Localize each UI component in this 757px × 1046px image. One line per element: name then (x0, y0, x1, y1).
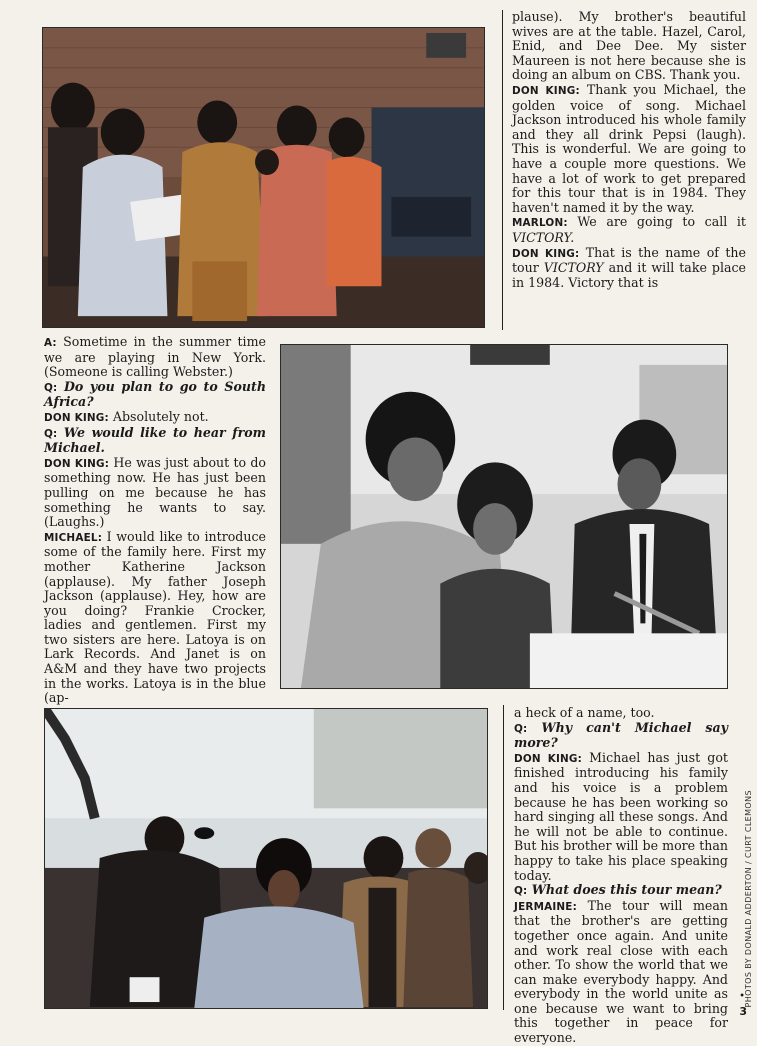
text-column-left-middle (44, 335, 266, 706)
speech-text: I would like to introduce some of the family here. First my mother Katherine Jackson (applause). My father Joseph Jackson (applause). Hey, how are you doing? Frankie Crocker, ladies and gentlemen. First my two sisters are here. Latoya is on Lark Records. And Janet is on A&M and they have two projects in the works. Latoya is in the blue (ap- (44, 528, 266, 706)
paragraph (44, 410, 266, 426)
photo-credit: PHOTOS BY DONALD ADDERTON / CURT CLEMONS (744, 790, 753, 1008)
paragraph (512, 215, 746, 245)
tour-name: VICTORY. (512, 229, 575, 245)
question-text: Do you plan to go to South Africa? (44, 378, 266, 410)
question-text: What does this tour mean? (527, 882, 722, 898)
speaker-label: MICHAEL: (44, 531, 103, 544)
paragraph (44, 426, 266, 456)
paragraph (512, 246, 746, 291)
question-text: We would like to hear from Michael. (44, 424, 266, 456)
speaker-label: A: (44, 337, 57, 349)
speaker-label: MARLON: (512, 217, 568, 230)
speaker-label: DON KING: (44, 457, 110, 470)
end-bullet: • (739, 991, 745, 1002)
question-text: Why can't Michael say more? (514, 719, 728, 751)
paragraph (512, 83, 746, 215)
speech-text: and it will take place in 1984. Victory that is (512, 260, 747, 290)
speech-text: Thank you Michael, the golden voice of song. Michael Jackson introduced his whole family and they all drink Pepsi (laugh). This is wonderful. We are going to have a couple more questions. We have a lot of work to get prepared for this tour that is in 1984. They haven't named it by the way. (512, 81, 746, 215)
speaker-label: DON KING: (512, 247, 580, 260)
speech-text: That is the name of the tour (512, 244, 746, 276)
speaker-label: JERMAINE: (514, 900, 577, 913)
speaker-label: Q: (514, 722, 528, 735)
speech-text: The tour will mean that the brother's are getting together once again. And unite and work real close with each other. To show the world that we can make everybody happy. And everybody in the world unite as one because we want to bring this together in peace for everyone. (514, 897, 728, 1046)
speech-text: Michael has just got finished introducing his family and his voice is a problem because he has been working so hard singing all these songs. And he will not be able to continue. But his brother will be more than happy to take his place speaking today. (514, 749, 728, 883)
paragraph (514, 751, 728, 883)
photo-crowd-wave (44, 708, 488, 1009)
speech-text: Absolutely not. (108, 408, 209, 424)
paragraph: a heck of a name, too. (514, 705, 655, 720)
speaker-label: Q: (44, 381, 58, 394)
speech-text: Sometime in the summer time we are playing in New York. (Someone is calling Webster.) (44, 334, 266, 380)
speaker-label: DON KING: (514, 752, 583, 765)
speaker-label: DON KING: (44, 411, 109, 424)
page-number: 3 (739, 1005, 747, 1018)
speaker-label: Q: (514, 885, 528, 898)
text-column-bottom-right (514, 706, 728, 1046)
paragraph (44, 335, 266, 380)
paragraph (44, 380, 266, 410)
paragraph (44, 456, 266, 530)
column-rule-top (502, 10, 503, 330)
speech-text: We are going to call it (567, 214, 746, 230)
paragraph (514, 883, 728, 899)
text-column-top-right (512, 10, 746, 290)
speaker-label: DON KING: (512, 84, 580, 97)
speaker-label: Q: (44, 427, 58, 440)
paragraph (514, 721, 728, 751)
photo-press-conference (280, 344, 728, 689)
tour-name: VICTORY (543, 260, 604, 276)
photo-group-outdoors (42, 27, 485, 328)
paragraph (44, 530, 266, 706)
paragraph: plause). My brother's beautiful wives are at the table. Hazel, Carol, Enid, and Dee Dee. My sister Maureen is not here because she is doing an album on CBS. Thank you. (512, 9, 746, 83)
speech-text: He was just about to do something now. He has just been pulling on me because he has something he wants to say. (Laughs.) (44, 454, 266, 530)
column-rule-bottom (503, 705, 504, 1010)
